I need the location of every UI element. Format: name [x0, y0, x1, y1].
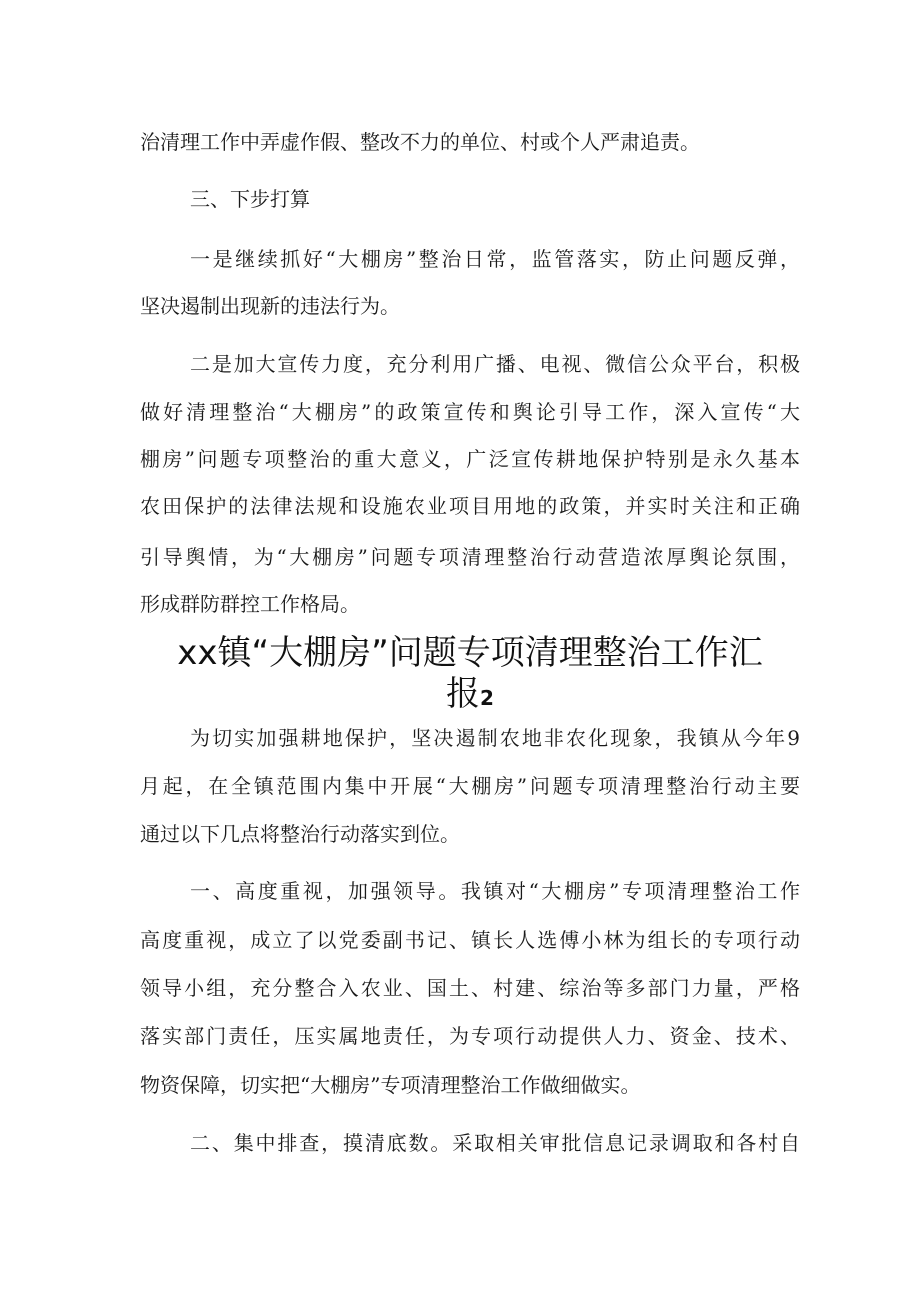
paragraph-line: 坚决遏制出现新的违法行为。 [140, 294, 400, 318]
paragraph-line: 一是继续抓好“大棚房”整治日常，监管落实，防止问题反弹， [190, 247, 800, 271]
paragraph-line: 为切实加强耕地保护，坚决遏制农地非农化现象，我镇从今年9 [190, 726, 800, 750]
paragraph-line: 通过以下几点将整治行动落实到位。 [140, 822, 460, 846]
paragraph-line: 引导舆情，为“大棚房”问题专项清理整治行动营造浓厚舆论氛围， [140, 545, 800, 569]
paragraph-line: 治清理工作中弄虚作假、整改不力的单位、村或个人严肃追责。 [140, 130, 700, 154]
paragraph-line: 月起，在全镇范围内集中开展“大棚房”问题专项清理整治行动主要 [140, 774, 800, 798]
report-title-number: 2 [480, 686, 494, 710]
paragraph-line: 物资保障，切实把“大棚房”专项清理整治工作做细做实。 [140, 1073, 641, 1097]
paragraph-line: 二、集中排查，摸清底数。采取相关审批信息记录调取和各村自 [190, 1131, 800, 1155]
paragraph-line: 落实部门责任，压实属地责任，为专项行动提供人力、资金、技术、 [140, 1024, 800, 1048]
paragraph-line: 棚房”问题专项整治的重大意义，广泛宣传耕地保护特别是永久基本 [140, 447, 800, 471]
paragraph-line: 领导小组，充分整合入农业、国土、村建、综治等多部门力量，严格 [140, 976, 800, 1000]
report-title-text: 报 [446, 674, 481, 714]
paragraph-line: 农田保护的法律法规和设施农业项目用地的政策，并实时关注和正确 [140, 494, 800, 518]
paragraph-line: 高度重视，成立了以党委副书记、镇长人选傅小林为组长的专项行动 [140, 928, 800, 952]
paragraph-line: 做好清理整治“大棚房”的政策宣传和舆论引导工作，深入宣传“大 [140, 400, 800, 424]
paragraph-line: 一、高度重视，加强领导。我镇对“大棚房”专项清理整治工作 [190, 879, 800, 903]
paragraph-line: 二是加大宣传力度，充分利用广播、电视、微信公众平台，积极 [190, 352, 800, 376]
paragraph-line: 形成群防群控工作格局。 [140, 592, 360, 616]
report-title-line1: xx镇“大棚房”问题专项清理整治工作汇 [177, 633, 763, 673]
report-title-line2 [150, 673, 790, 719]
section-heading: 三、下步打算 [190, 187, 310, 211]
